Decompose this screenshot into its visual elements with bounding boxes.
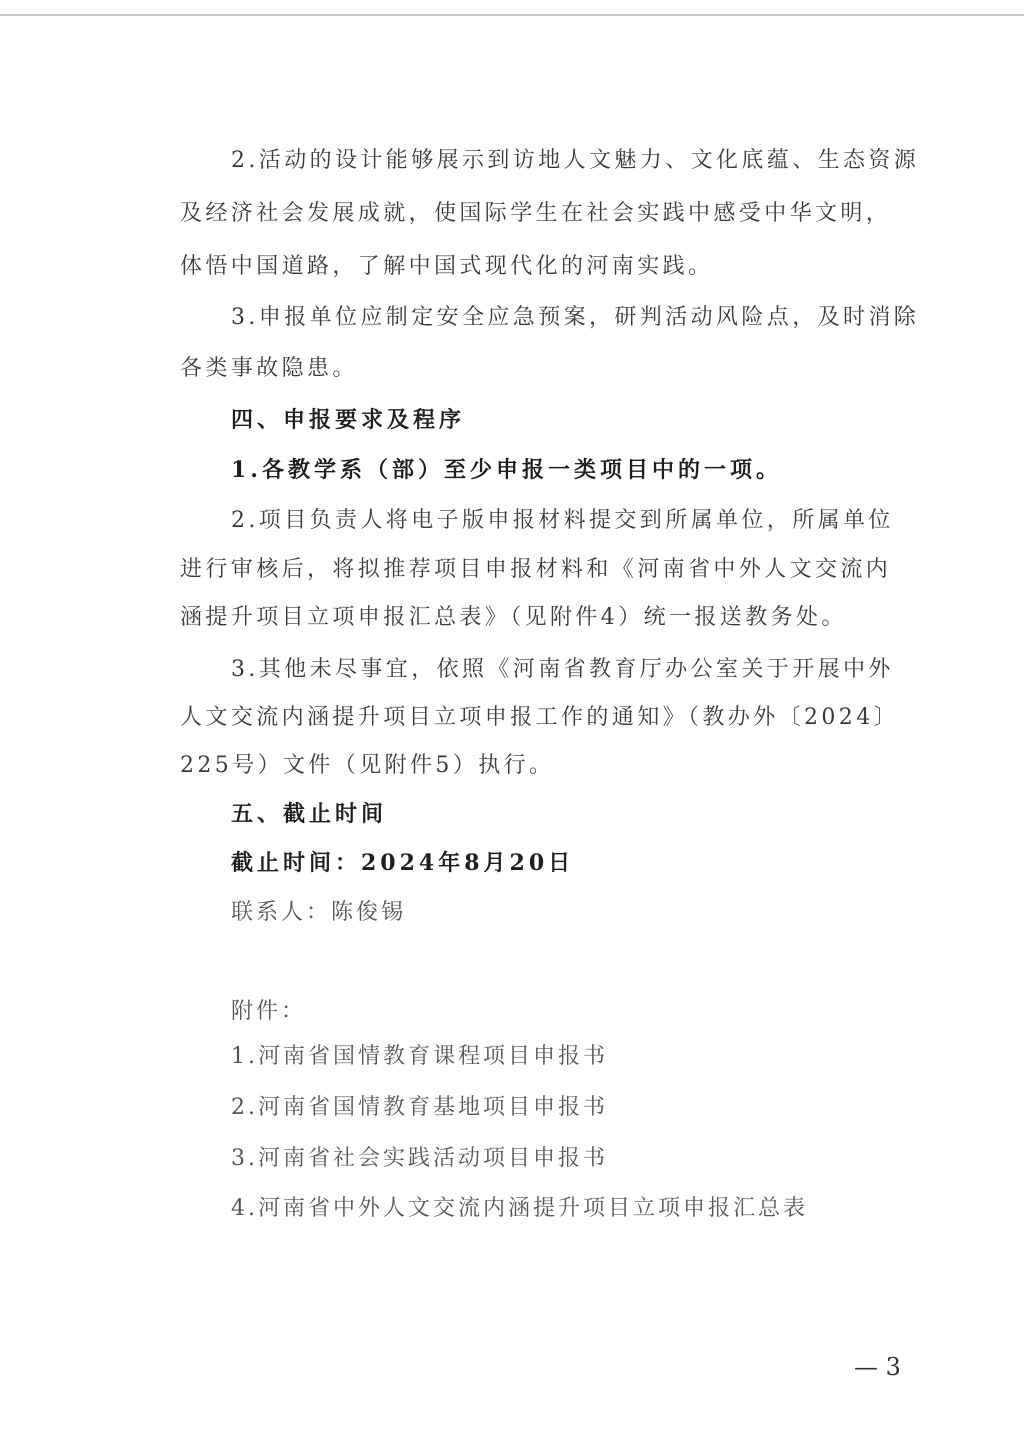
attachment-item-4: 4.河南省中外人文交流内涵提升项目立项申报汇总表: [231, 1196, 808, 1221]
attachment-item-3: 3.河南省社会实践活动项目申报书: [231, 1146, 608, 1171]
section-4-item-3-line-2: 人文交流内涵提升项目立项申报工作的通知》（教办外〔2024〕: [180, 705, 899, 730]
section-4-item-2-line-3: 涵提升项目立项申报汇总表》（见附件4）统一报送教务处。: [180, 605, 847, 630]
section-4-item-3-line-1: 3.其他未尽事宜，依照《河南省教育厅办公室关于开展中外: [231, 657, 894, 682]
paragraph-3-line-1: 3.申报单位应制定安全应急预案，研判活动风险点，及时消除: [231, 305, 920, 330]
page-top-rule: [0, 14, 1024, 16]
section-4-heading: 四、申报要求及程序: [231, 407, 466, 433]
deadline-text: 截止时间：2024年8月20日: [231, 850, 575, 876]
page-number: — 3: [854, 1353, 901, 1381]
contact-text: 联系人：陈俊锡: [231, 900, 407, 925]
section-4-item-2-line-2: 进行审核后，将拟推荐项目申报材料和《河南省中外人文交流内: [180, 557, 892, 582]
section-4-item-2-line-1: 2.项目负责人将电子版申报材料提交到所属单位，所属单位: [231, 508, 894, 533]
paragraph-2-line-1: 2.活动的设计能够展示到访地人文魅力、文化底蕴、生态资源: [231, 148, 920, 173]
paragraph-2-line-3: 体悟中国道路，了解中国式现代化的河南实践。: [180, 254, 714, 279]
paragraph-3-line-2: 各类事故隐患。: [180, 356, 358, 381]
attachment-item-1: 1.河南省国情教育课程项目申报书: [231, 1044, 608, 1069]
attachments-label: 附件：: [231, 999, 307, 1024]
paragraph-2-line-2: 及经济社会发展成就，使国际学生在社会实践中感受中华文明，: [180, 201, 892, 226]
section-5-heading: 五、截止时间: [231, 801, 388, 827]
section-4-item-1: 1.各教学系（部）至少申报一类项目中的一项。: [231, 457, 782, 483]
section-4-item-3-line-3: 225号）文件（见附件5）执行。: [180, 753, 555, 778]
attachment-item-2: 2.河南省国情教育基地项目申报书: [231, 1095, 608, 1120]
